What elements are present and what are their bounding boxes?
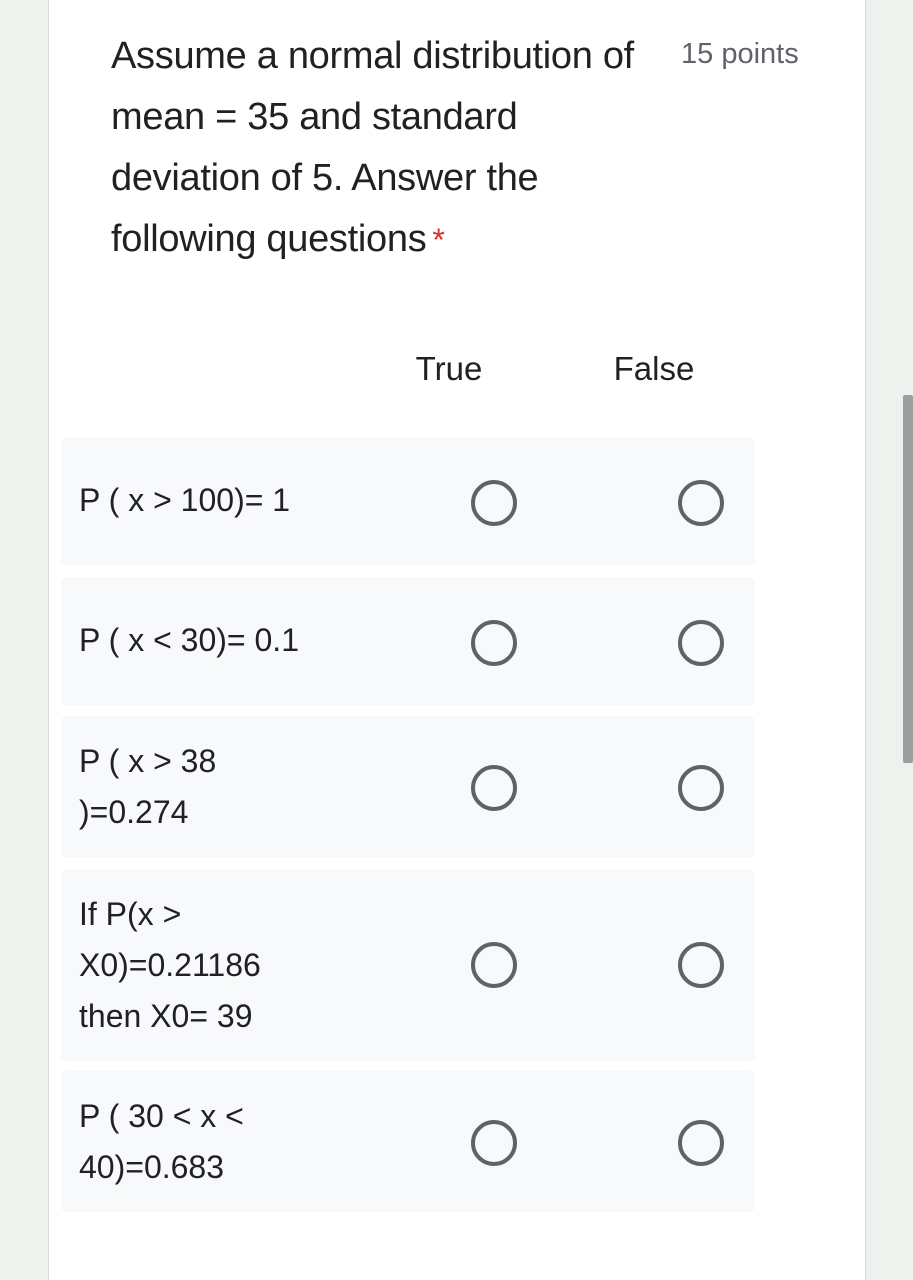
radio-true[interactable] (471, 1120, 517, 1166)
radio-false[interactable] (678, 480, 724, 526)
grid-row (61, 716, 755, 857)
grid-row (61, 577, 755, 705)
question-title (111, 26, 671, 271)
radio-true[interactable] (471, 942, 517, 988)
row-label: P ( x < 30)= 0.1 (79, 622, 299, 658)
required-marker: * (432, 222, 445, 258)
scrollbar[interactable] (903, 395, 913, 763)
points-label: 15 points (681, 38, 799, 70)
row-label: P ( x > 38 )=0.274 (79, 743, 217, 830)
grid-row (61, 437, 755, 565)
radio-true[interactable] (471, 480, 517, 526)
radio-false[interactable] (678, 1120, 724, 1166)
radio-true[interactable] (471, 765, 517, 811)
grid-row (61, 869, 755, 1061)
row-label: P ( x > 100)= 1 (79, 482, 291, 518)
question-text: Assume a normal distribution of mean = 35 and standard deviation of 5. Answer the following questions (111, 35, 634, 260)
radio-true[interactable] (471, 620, 517, 666)
row-label: If P(x > X0)=0.21186 then X0= 39 (79, 896, 261, 1034)
radio-false[interactable] (678, 620, 724, 666)
radio-false[interactable] (678, 942, 724, 988)
column-header-false: False (613, 350, 695, 387)
grid-row (61, 1071, 755, 1212)
row-label: P ( 30 < x < 40)=0.683 (79, 1098, 244, 1185)
column-header-true: True (415, 350, 483, 387)
radio-false[interactable] (678, 765, 724, 811)
